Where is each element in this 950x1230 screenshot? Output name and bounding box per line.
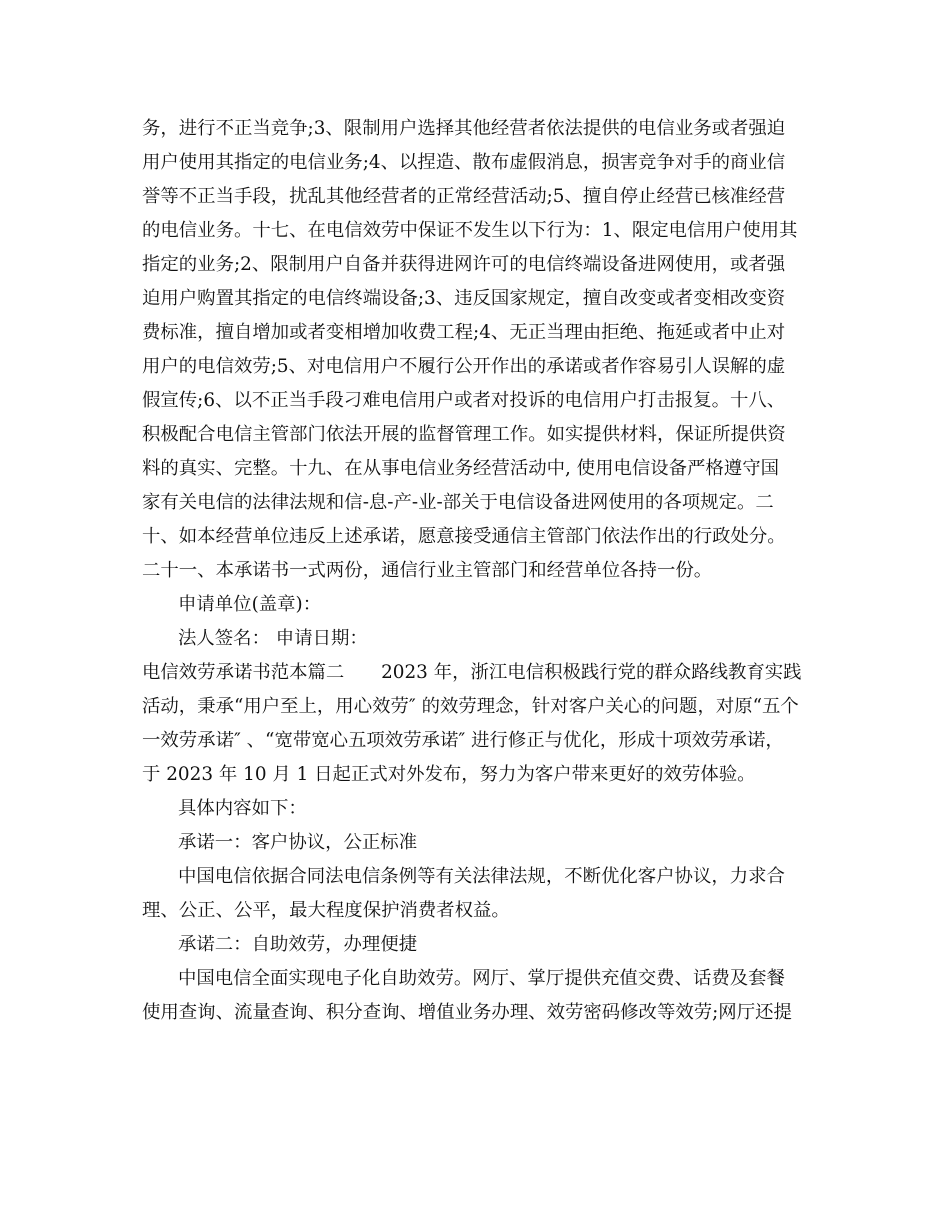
text-line: 用户的电信效劳;5、对电信用户不履行公开作出的承诺或者作容易引人误解的虚: [142, 356, 786, 377]
text-line: 务，进行不正当竞争;3、限制用户选择其他经营者依法提供的电信业务或者强迫: [142, 118, 786, 139]
text-line: 活动，秉承“用户至上，用心效劳″ 的效劳理念，针对客户关心的问题，对原“五个: [142, 696, 799, 717]
text-line: 料的真实、完整。十九、在从事电信业务经营活动中, 使用电信设备严格遵守国: [142, 458, 779, 479]
applicant-unit-line: 申请单位(盖章)：: [178, 594, 322, 615]
signature-date-line: 法人签名： 申请日期：: [178, 628, 368, 649]
text-line: 的电信业务。十七、在电信效劳中保证不发生以下行为：1、限定电信用户使用其: [142, 220, 798, 241]
text-line: 用户使用其指定的电信业务;4、以捏造、散布虚假消息，损害竞争对手的商业信: [142, 152, 786, 173]
text-line: 迫用户购置其指定的电信终端设备;3、违反国家规定，擅自改变或者变相改变资: [142, 288, 786, 309]
commitment-heading-1: 承诺一：客户协议，公正标准: [178, 832, 418, 853]
text-line: 积极配合电信主管部门依法开展的监督管理工作。如实提供材料，保证所提供资: [142, 424, 786, 445]
text-line: 中国电信依据合同法电信条例等有关法律法规，不断优化客户协议，力求合: [178, 866, 785, 887]
text-line: 使用查询、流量查询、积分查询、增值业务办理、效劳密码修改等效劳;网厅还提: [142, 1002, 792, 1023]
text-line: 理、公正、公平，最大程度保护消费者权益。: [142, 900, 510, 921]
text-line: 一效劳承诺″ 、“宽带宽心五项效劳承诺″ 进行修正与优化，形成十项效劳承诺，: [142, 730, 784, 751]
section-heading-line: 电信效劳承诺书范本篇二 2023 年，浙江电信积极践行党的群众路线教育实践: [142, 662, 802, 683]
text-line: 具体内容如下：: [178, 798, 307, 819]
text-line: 假宣传;6、以不正当手段刁难电信用户或者对投诉的电信用户打击报复。十八、: [142, 390, 786, 411]
commitment-heading-2: 承诺二：自助效劳，办理便捷: [178, 934, 418, 955]
text-line: 家有关电信的法律法规和信-息-产-业-部关于电信设备进网使用的各项规定。二: [142, 492, 774, 513]
text-line: 于 2023 年 10 月 1 日起正式对外发布，努力为客户带来更好的效劳体验。: [142, 764, 756, 785]
text-line: 誉等不正当手段，扰乱其他经营者的正常经营活动;5、擅自停止经营已核准经营: [142, 186, 786, 207]
text-line: 二十一、本承诺书一式两份，通信行业主管部门和经营单位各持一份。: [142, 560, 713, 581]
text-line: 十、如本经营单位违反上述承诺，愿意接受通信主管部门依法作出的行政处分。: [142, 526, 786, 547]
text-line: 中国电信全面实现电子化自助效劳。网厅、掌厅提供充值交费、话费及套餐: [178, 968, 785, 989]
text-line: 费标准，擅自增加或者变相增加收费工程;4、无正当理由拒绝、拖延或者中止对: [142, 322, 786, 343]
text-line: 指定的业务;2、限制用户自备并获得进网许可的电信终端设备进网使用，或者强: [142, 254, 786, 275]
